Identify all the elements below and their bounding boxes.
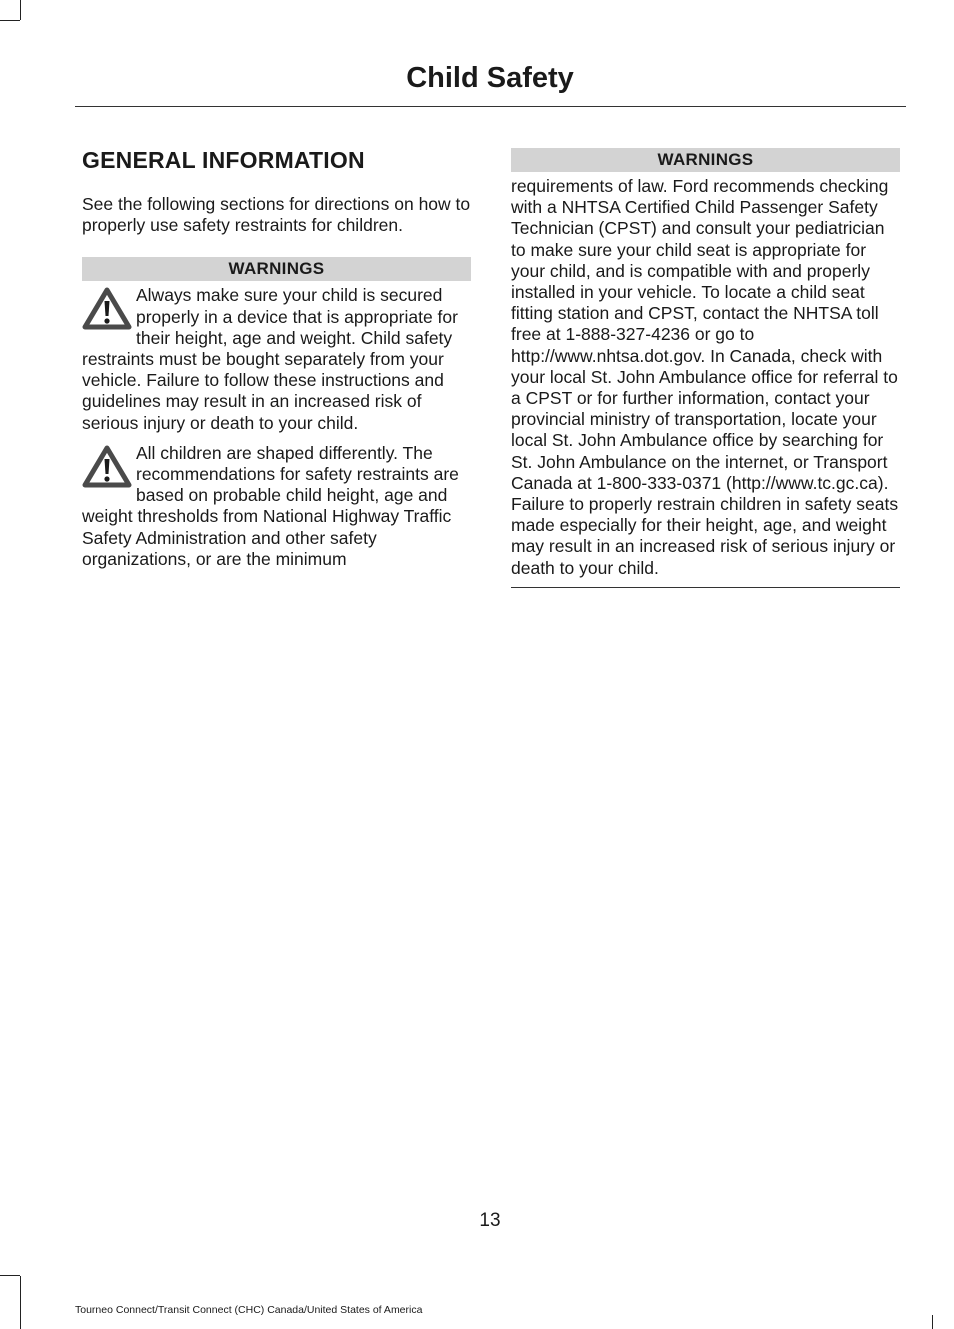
warning-item bbox=[82, 443, 471, 570]
warning-text: Always make sure your child is secured properly in a device that is appropriate for their height, age and weight. Child safety restraints must be bought separately from your vehicle. Failure to follow these instructions and guidelines may result in an increased risk of serious injury or death to your child. bbox=[82, 285, 458, 433]
header-divider bbox=[75, 106, 906, 107]
warning-text: All children are shaped differently. The recommendations for safety restraints are based on probable child height, age and weight thresholds from National Highway Traffic Safety Administration and other safety organizations, or are the minimum bbox=[82, 442, 459, 569]
crop-mark bbox=[932, 1315, 933, 1329]
section-heading: GENERAL INFORMATION bbox=[82, 147, 365, 173]
warning-text-continued: requirements of law. Ford recommends checking with a NHTSA Certified Child Passenger Safety Technician (CPST) and consult your pediatrician to make sure your child seat is appropriate for your child, and is compatible with and properly installed in your vehicle. To locate a child seat fitting station and CPST, contact the NHTSA toll free at 1-888-327-4236 or go to http://www.nhtsa.dot.gov. In Canada, check with your local St. John Ambulance office for referral to a CPST or for further information, contact your provincial ministry of transportation, locate your local St. John Ambulance office by searching for St. John Ambulance on the internet, or Transport Canada at 1-800-333-0371 (http://www.tc.gc.ca). Failure to properly restrain children in safety seats made especially for their height, age, and weight may result in an increased risk of serious injury or death to your child. bbox=[511, 176, 899, 578]
right-column bbox=[511, 148, 900, 588]
page-number: 13 bbox=[479, 1210, 501, 1231]
footer-text: Tourneo Connect/Transit Connect (CHC) Canada/United States of America bbox=[75, 1304, 423, 1316]
warnings-end-divider bbox=[511, 587, 900, 588]
left-column bbox=[82, 140, 471, 570]
crop-mark bbox=[0, 1275, 20, 1276]
crop-mark bbox=[20, 1276, 21, 1329]
warning-triangle-icon bbox=[82, 287, 132, 331]
crop-mark bbox=[20, 0, 21, 20]
crop-mark bbox=[0, 20, 20, 21]
intro-paragraph: See the following sections for directions on how to properly use safety restraints for children. bbox=[82, 194, 471, 236]
warnings-header: WARNINGS bbox=[82, 257, 471, 281]
warning-item bbox=[82, 285, 471, 433]
warnings-header: WARNINGS bbox=[511, 148, 900, 172]
page-title: Child Safety bbox=[406, 62, 574, 94]
warning-triangle-icon bbox=[82, 445, 132, 489]
